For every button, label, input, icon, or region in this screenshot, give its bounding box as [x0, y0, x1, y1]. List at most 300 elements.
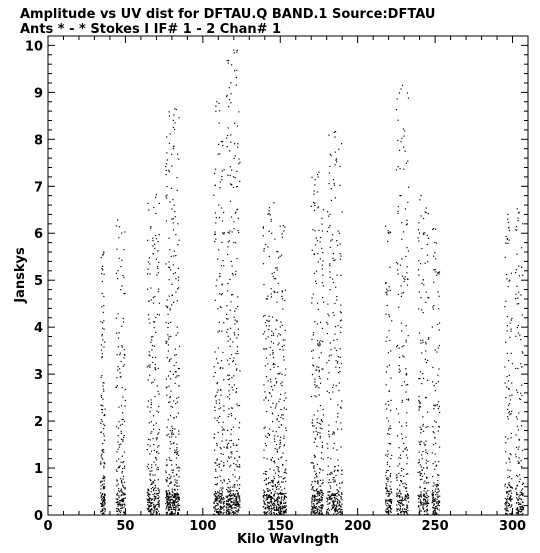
x-axis-label: Kilo Wavlngth	[236, 532, 340, 547]
data-point	[230, 183, 231, 184]
data-point	[149, 422, 150, 423]
data-point	[282, 418, 283, 419]
data-point	[505, 342, 506, 343]
data-point	[178, 268, 179, 269]
data-point	[407, 473, 408, 474]
data-point	[153, 512, 154, 513]
data-point	[400, 370, 401, 371]
data-point	[155, 368, 156, 369]
data-point	[435, 229, 436, 230]
data-point	[157, 241, 158, 242]
data-point	[148, 507, 149, 508]
data-point	[227, 146, 228, 147]
data-point	[339, 233, 340, 234]
plot-frame	[48, 36, 528, 515]
data-point	[390, 476, 391, 477]
data-point	[166, 306, 167, 307]
data-point	[507, 409, 508, 410]
data-point	[150, 502, 151, 503]
data-point	[156, 274, 157, 275]
data-point	[390, 499, 391, 500]
data-point	[386, 470, 387, 471]
data-point	[505, 513, 506, 514]
data-point	[237, 50, 238, 51]
data-point	[273, 357, 274, 358]
data-point	[505, 383, 506, 384]
data-point	[266, 497, 267, 498]
data-point	[122, 441, 123, 442]
data-point	[517, 208, 518, 209]
data-point	[437, 324, 438, 325]
data-point	[323, 459, 324, 460]
data-point	[523, 483, 524, 484]
data-point	[388, 495, 389, 496]
data-point	[283, 356, 284, 357]
data-point	[506, 274, 507, 275]
y-tick-label: 7	[33, 180, 43, 196]
data-point	[268, 336, 269, 337]
data-point	[175, 497, 176, 498]
data-point	[398, 457, 399, 458]
data-point	[122, 471, 123, 472]
data-point	[166, 492, 167, 493]
data-point	[239, 464, 240, 465]
data-point	[424, 488, 425, 489]
data-point	[386, 505, 387, 506]
data-point	[171, 154, 172, 155]
data-point	[223, 447, 224, 448]
data-point	[234, 52, 235, 53]
data-point	[329, 491, 330, 492]
data-point	[178, 277, 179, 278]
data-point	[117, 270, 118, 271]
data-point	[238, 503, 239, 504]
data-point	[397, 140, 398, 141]
data-point	[341, 493, 342, 494]
data-point	[318, 493, 319, 494]
data-point	[224, 501, 225, 502]
data-point	[270, 369, 271, 370]
data-point	[167, 512, 168, 513]
data-point	[274, 441, 275, 442]
data-point	[521, 395, 522, 396]
data-point	[234, 177, 235, 178]
data-point	[155, 396, 156, 397]
data-point	[275, 448, 276, 449]
data-point	[104, 274, 105, 275]
data-point	[396, 508, 397, 509]
data-point	[507, 330, 508, 331]
data-point	[516, 434, 517, 435]
data-point	[101, 419, 102, 420]
data-point	[274, 364, 275, 365]
data-point	[101, 397, 102, 398]
data-point	[179, 486, 180, 487]
data-point	[151, 382, 152, 383]
data-point	[515, 298, 516, 299]
data-point	[322, 275, 323, 276]
data-point	[221, 331, 222, 332]
data-point	[398, 294, 399, 295]
data-point	[273, 476, 274, 477]
data-point	[238, 111, 239, 112]
data-point	[231, 377, 232, 378]
data-point	[519, 481, 520, 482]
data-point	[389, 286, 390, 287]
data-point	[328, 508, 329, 509]
data-point	[284, 345, 285, 346]
data-point	[101, 455, 102, 456]
data-point	[341, 492, 342, 493]
data-point	[438, 347, 439, 348]
data-point	[102, 502, 103, 503]
data-point	[337, 499, 338, 500]
data-point	[279, 501, 280, 502]
data-point	[279, 471, 280, 472]
data-point	[157, 268, 158, 269]
data-point	[226, 504, 227, 505]
data-point	[398, 307, 399, 308]
data-point	[147, 273, 148, 274]
data-point	[387, 503, 388, 504]
data-point	[406, 272, 407, 273]
data-point	[432, 498, 433, 499]
data-point	[147, 203, 148, 204]
data-point	[322, 341, 323, 342]
data-point	[104, 508, 105, 509]
data-point	[234, 123, 235, 124]
data-point	[217, 308, 218, 309]
data-point	[215, 239, 216, 240]
data-point	[387, 241, 388, 242]
data-point	[516, 497, 517, 498]
data-point	[426, 482, 427, 483]
data-point	[423, 218, 424, 219]
data-point	[101, 375, 102, 376]
data-point	[276, 489, 277, 490]
data-point	[273, 507, 274, 508]
data-point	[101, 395, 102, 396]
data-point	[341, 504, 342, 505]
data-point	[178, 385, 179, 386]
data-point	[403, 128, 404, 129]
data-point	[102, 266, 103, 267]
data-point	[121, 405, 122, 406]
data-point	[219, 467, 220, 468]
data-point	[223, 233, 224, 234]
data-point	[279, 493, 280, 494]
data-point	[522, 494, 523, 495]
data-point	[229, 240, 230, 241]
data-point	[275, 278, 276, 279]
data-point	[280, 492, 281, 493]
data-point	[158, 489, 159, 490]
data-point	[227, 246, 228, 247]
data-point	[426, 511, 427, 512]
data-point	[116, 510, 117, 511]
data-point	[268, 321, 269, 322]
data-point	[399, 369, 400, 370]
data-point	[316, 396, 317, 397]
data-point	[403, 292, 404, 293]
data-point	[149, 497, 150, 498]
data-point	[385, 282, 386, 283]
data-point	[155, 485, 156, 486]
data-point	[407, 223, 408, 224]
data-point	[316, 499, 317, 500]
data-point	[174, 496, 175, 497]
data-point	[154, 296, 155, 297]
data-point	[233, 358, 234, 359]
data-point	[218, 249, 219, 250]
data-point	[234, 143, 235, 144]
data-point	[154, 506, 155, 507]
data-point	[509, 414, 510, 415]
data-point	[278, 488, 279, 489]
data-point	[320, 258, 321, 259]
data-point	[153, 253, 154, 254]
data-point	[319, 376, 320, 377]
data-point	[169, 279, 170, 280]
data-point	[332, 473, 333, 474]
data-point	[419, 459, 420, 460]
data-point	[438, 461, 439, 462]
data-point	[214, 366, 215, 367]
data-point	[175, 291, 176, 292]
data-point	[339, 501, 340, 502]
data-point	[230, 487, 231, 488]
data-point	[286, 473, 287, 474]
data-point	[401, 222, 402, 223]
data-point	[215, 491, 216, 492]
data-point	[123, 512, 124, 513]
data-point	[387, 433, 388, 434]
data-point	[102, 334, 103, 335]
data-point	[158, 412, 159, 413]
data-point	[213, 508, 214, 509]
data-point	[508, 380, 509, 381]
data-point	[332, 387, 333, 388]
data-point	[432, 426, 433, 427]
data-point	[177, 332, 178, 333]
data-point	[273, 512, 274, 513]
data-point	[426, 467, 427, 468]
data-point	[510, 470, 511, 471]
x-tick-label: 250	[421, 519, 449, 534]
data-point	[156, 508, 157, 509]
data-point	[224, 169, 225, 170]
data-point	[321, 352, 322, 353]
data-point	[320, 490, 321, 491]
data-point	[522, 513, 523, 514]
data-point	[170, 415, 171, 416]
data-point	[269, 468, 270, 469]
data-point	[177, 504, 178, 505]
data-point	[435, 494, 436, 495]
data-point	[153, 297, 154, 298]
data-point	[216, 503, 217, 504]
data-point	[329, 392, 330, 393]
data-point	[229, 150, 230, 151]
data-point	[276, 382, 277, 383]
data-point	[273, 470, 274, 471]
data-point	[421, 493, 422, 494]
data-point	[433, 494, 434, 495]
data-point	[418, 240, 419, 241]
data-point	[232, 294, 233, 295]
data-point	[328, 431, 329, 432]
data-point	[387, 500, 388, 501]
data-point	[426, 495, 427, 496]
data-point	[270, 214, 271, 215]
data-point	[263, 227, 264, 228]
data-point	[510, 328, 511, 329]
data-point	[432, 381, 433, 382]
data-point	[100, 461, 101, 462]
data-point	[167, 159, 168, 160]
data-point	[236, 403, 237, 404]
data-point	[386, 483, 387, 484]
data-point	[386, 472, 387, 473]
data-point	[214, 434, 215, 435]
data-point	[173, 476, 174, 477]
data-point	[403, 147, 404, 148]
data-point	[178, 498, 179, 499]
data-point	[222, 220, 223, 221]
data-point	[221, 493, 222, 494]
data-point	[104, 435, 105, 436]
data-point	[214, 417, 215, 418]
data-point	[235, 493, 236, 494]
data-point	[511, 499, 512, 500]
data-point	[231, 510, 232, 511]
data-point	[517, 418, 518, 419]
data-point	[386, 508, 387, 509]
data-point	[103, 477, 104, 478]
data-point	[425, 359, 426, 360]
data-point	[511, 395, 512, 396]
data-point	[337, 489, 338, 490]
data-point	[320, 322, 321, 323]
data-point	[219, 330, 220, 331]
data-point	[165, 166, 166, 167]
data-point	[316, 385, 317, 386]
data-point	[148, 493, 149, 494]
data-point	[220, 480, 221, 481]
data-point	[516, 502, 517, 503]
data-point	[320, 492, 321, 493]
data-point	[519, 511, 520, 512]
data-point	[505, 397, 506, 398]
data-point	[116, 469, 117, 470]
data-point	[216, 358, 217, 359]
data-point	[238, 334, 239, 335]
data-point	[508, 286, 509, 287]
data-point	[100, 492, 101, 493]
data-point	[517, 426, 518, 427]
data-point	[435, 498, 436, 499]
data-point	[337, 362, 338, 363]
data-point	[103, 466, 104, 467]
data-point	[318, 309, 319, 310]
data-point	[178, 280, 179, 281]
data-point	[227, 232, 228, 233]
data-point	[423, 495, 424, 496]
data-point	[149, 494, 150, 495]
data-point	[169, 509, 170, 510]
data-point	[427, 501, 428, 502]
data-point	[125, 405, 126, 406]
data-point	[278, 510, 279, 511]
data-point	[337, 429, 338, 430]
data-points	[100, 49, 524, 515]
data-point	[271, 513, 272, 514]
data-point	[335, 499, 336, 500]
data-point	[168, 509, 169, 510]
data-point	[228, 499, 229, 500]
data-point	[263, 495, 264, 496]
data-point	[523, 509, 524, 510]
data-point	[275, 484, 276, 485]
data-point	[167, 427, 168, 428]
data-point	[123, 461, 124, 462]
data-point	[426, 212, 427, 213]
data-point	[418, 222, 419, 223]
data-point	[177, 327, 178, 328]
data-point	[272, 389, 273, 390]
data-point	[267, 490, 268, 491]
data-point	[425, 501, 426, 502]
data-point	[218, 504, 219, 505]
data-point	[438, 503, 439, 504]
data-point	[227, 396, 228, 397]
data-point	[231, 354, 232, 355]
data-point	[283, 230, 284, 231]
data-point	[285, 428, 286, 429]
data-point	[274, 239, 275, 240]
data-point	[265, 322, 266, 323]
data-point	[105, 409, 106, 410]
data-point	[283, 500, 284, 501]
data-point	[215, 505, 216, 506]
data-point	[427, 412, 428, 413]
data-point	[165, 196, 166, 197]
data-point	[406, 341, 407, 342]
data-point	[228, 390, 229, 391]
data-point	[341, 319, 342, 320]
data-point	[166, 496, 167, 497]
data-point	[423, 312, 424, 313]
data-point	[216, 459, 217, 460]
data-point	[516, 488, 517, 489]
data-point	[169, 296, 170, 297]
data-point	[313, 190, 314, 191]
data-point	[218, 418, 219, 419]
data-point	[337, 510, 338, 511]
data-point	[402, 508, 403, 509]
data-point	[267, 458, 268, 459]
data-point	[171, 502, 172, 503]
data-point	[284, 512, 285, 513]
data-point	[314, 203, 315, 204]
data-point	[427, 261, 428, 262]
data-point	[122, 439, 123, 440]
data-point	[171, 208, 172, 209]
data-point	[168, 238, 169, 239]
data-point	[284, 495, 285, 496]
data-point	[316, 431, 317, 432]
data-point	[285, 392, 286, 393]
